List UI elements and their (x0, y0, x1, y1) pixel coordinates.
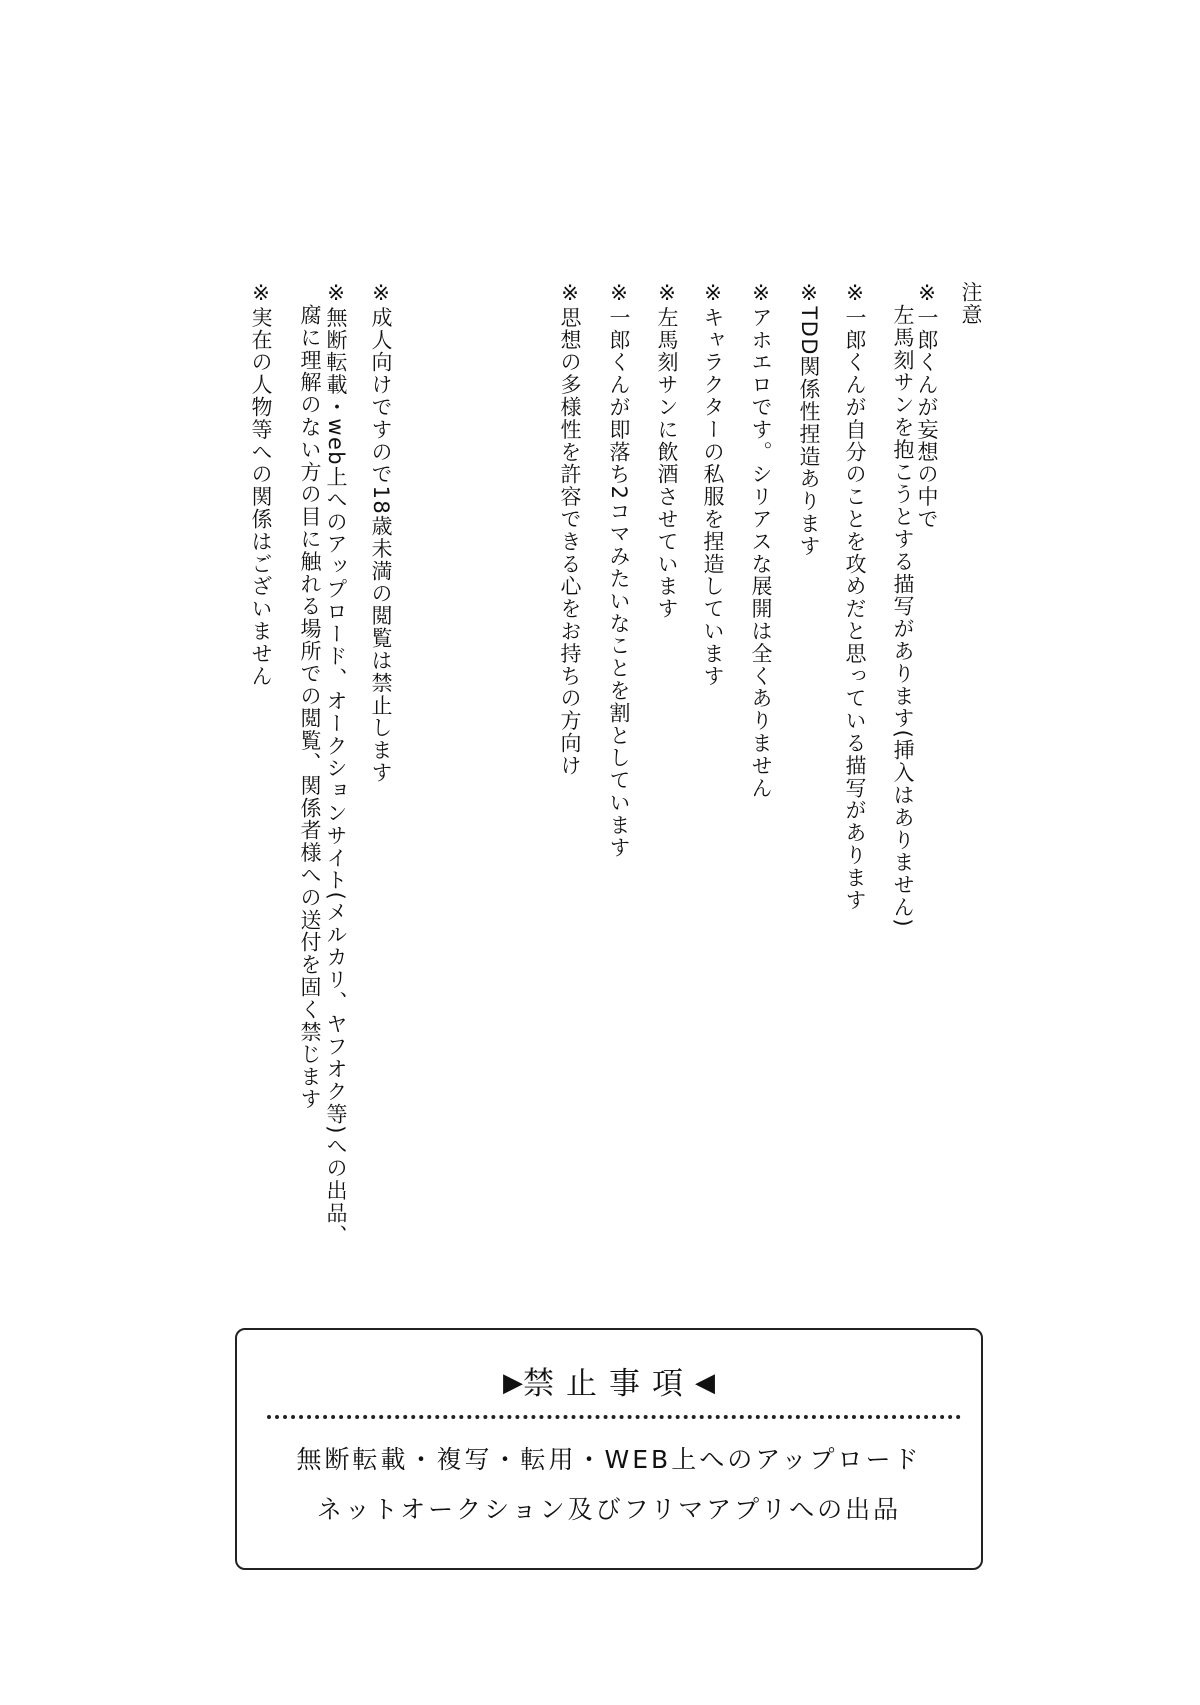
right-triangle-icon: ▶ (503, 1368, 523, 1398)
prohibited-line: 無断転載・複写・転用・WEB上へのアップロード (296, 1445, 922, 1474)
notice-item: ※一郎くんが妄想の中で (915, 281, 939, 531)
prohibited-title-text: 禁止事項 (523, 1366, 695, 1402)
notice-item: ※思想の多様性を許容できる心をお持ちの方向け (558, 281, 582, 777)
notice-item: ※成人向けですので18歳未満の閲覧は禁止します (369, 281, 393, 784)
notice-item-continuation: 腐に理解のない方の目に触れる場所での閲覧、関係者様への送付を固く禁じます (298, 304, 322, 1111)
notice-item: ※キャラクターの私服を捏造しています (701, 281, 725, 688)
notice-item: ※一郎くんが即落ち2コマみたいなことを割としています (607, 281, 631, 859)
prohibited-title (237, 1358, 981, 1403)
notice-item: ※アホエロです。シリアスな展開は全くありません (749, 281, 773, 800)
notice-item: ※一郎くんが自分のことを攻めだと思っている描写があります (843, 281, 867, 912)
prohibited-line: ネットオークション及びフリマアプリへの出品 (316, 1495, 902, 1524)
left-triangle-icon: ◀ (695, 1368, 715, 1398)
notice-item: ※実在の人物等への関係はございません (249, 281, 273, 688)
notice-heading: 注意 (959, 281, 983, 326)
notice-item: ※左馬刻サンに飲酒させています (655, 281, 679, 620)
notice-item-continuation: 左馬刻サンを抱こうとする描写があります(挿入はありません) (891, 304, 915, 928)
notice-item: ※無断転載・web上へのアップロード、オークションサイト(メルカリ、ヤフオク等)への出品、 (324, 281, 348, 1247)
prohibited-items-box (235, 1328, 983, 1570)
notice-item: ※TDD関係性捏造あります (797, 281, 821, 558)
dotted-divider (267, 1415, 961, 1419)
